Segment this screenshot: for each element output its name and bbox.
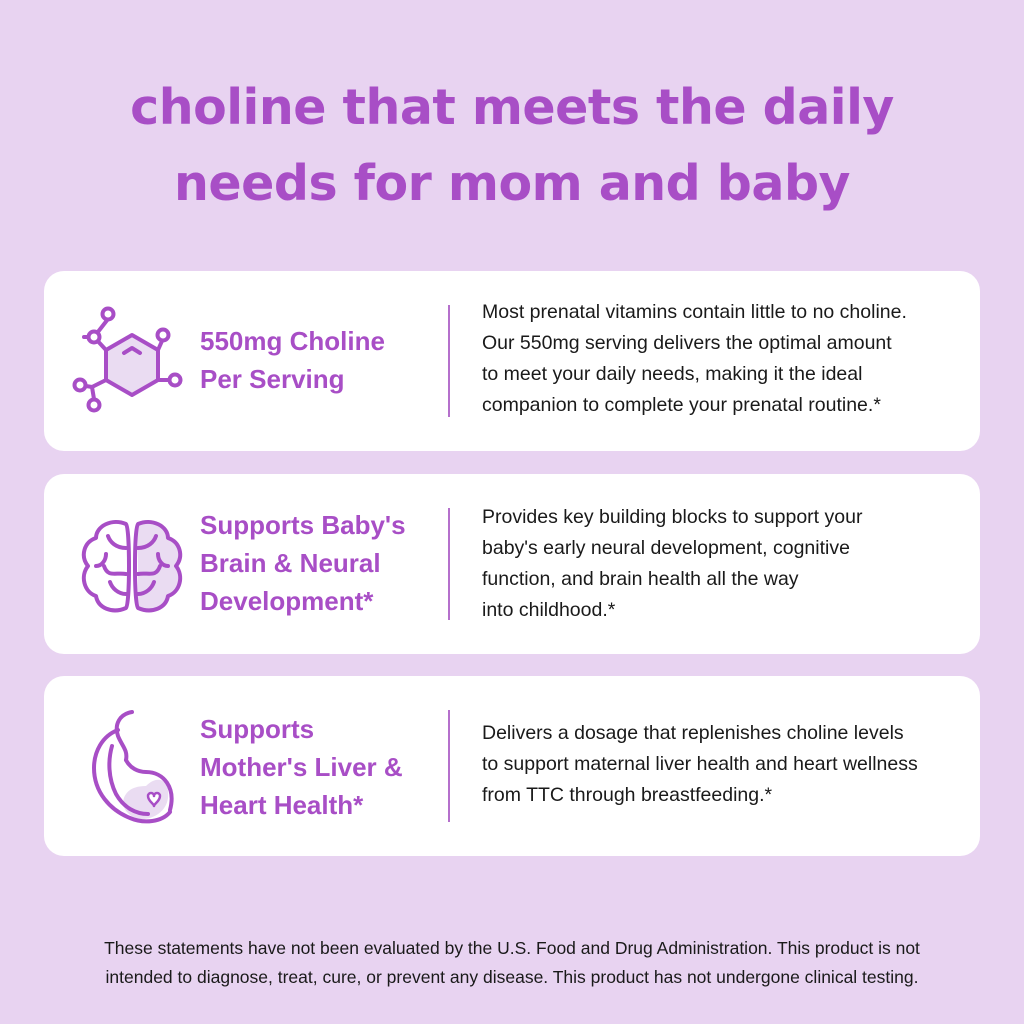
card-title-line: 550mg Choline — [200, 326, 385, 356]
card-text-line: Delivers a dosage that replenishes choline levels — [482, 722, 904, 744]
headline-line-1: choline that meets the daily — [130, 79, 894, 136]
headline-line-2: needs for mom and baby — [174, 155, 850, 212]
benefit-card-brain — [44, 474, 980, 654]
molecule-icon — [72, 301, 192, 421]
fda-disclaimer — [0, 934, 1024, 992]
card-text-line: Most prenatal vitamins contain little to no choline. — [482, 301, 907, 323]
card-title-line: Development* — [200, 586, 374, 616]
card-text-line: into childhood.* — [482, 599, 616, 621]
card-title-line: Supports Baby's — [200, 510, 406, 540]
card-divider — [448, 710, 450, 822]
brain-icon — [72, 504, 192, 624]
benefit-card-liver-heart — [44, 676, 980, 856]
card-text-line: Our 550mg serving delivers the optimal amount — [482, 332, 892, 354]
card-title-line: Heart Health* — [200, 790, 364, 820]
disclaimer-line-2: intended to diagnose, treat, cure, or prevent any disease. This product has not undergone clinical testing. — [105, 967, 919, 987]
card-title-line: Brain & Neural — [200, 548, 381, 578]
card-divider — [448, 305, 450, 417]
card-text-line: from TTC through breastfeeding.* — [482, 784, 773, 806]
card-title — [200, 506, 440, 620]
card-description — [482, 502, 966, 626]
card-divider — [448, 508, 450, 620]
card-text-line: to support maternal liver health and heart wellness — [482, 753, 918, 775]
disclaimer-line-1: These statements have not been evaluated by the U.S. Food and Drug Administration. This product is not — [104, 938, 920, 958]
card-title-line: Supports — [200, 714, 315, 744]
pregnant-belly-icon — [72, 706, 192, 826]
card-description — [482, 718, 966, 811]
headline — [0, 70, 1024, 222]
card-title-line: Per Serving — [200, 364, 345, 394]
card-text-line: companion to complete your prenatal routine.* — [482, 394, 881, 416]
card-text-line: baby's early neural development, cognitive — [482, 537, 850, 559]
card-description — [482, 297, 966, 421]
card-title — [200, 710, 440, 824]
card-text-line: to meet your daily needs, making it the ideal — [482, 363, 863, 385]
card-text-line: function, and brain health all the way — [482, 568, 799, 590]
card-title — [200, 322, 440, 398]
card-title-line: Mother's Liver & — [200, 752, 403, 782]
benefit-card-choline — [44, 271, 980, 451]
card-text-line: Provides key building blocks to support your — [482, 506, 863, 528]
